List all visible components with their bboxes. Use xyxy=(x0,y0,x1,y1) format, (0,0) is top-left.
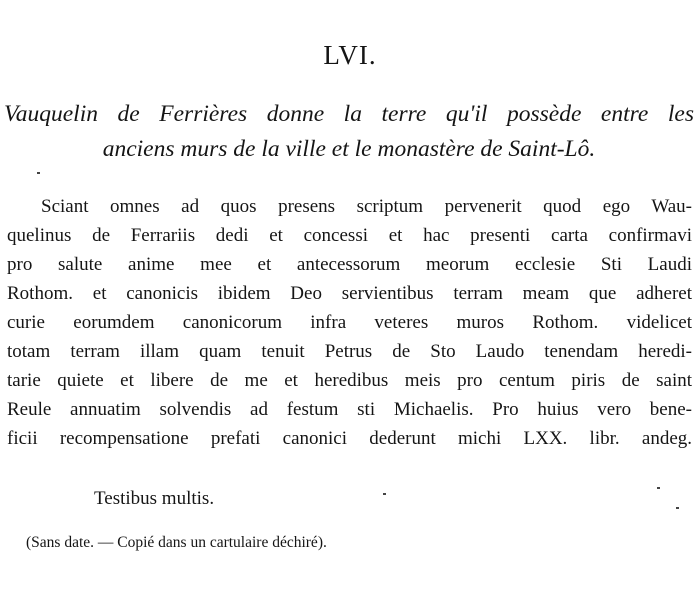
charter-heading xyxy=(4,97,694,167)
charter-body xyxy=(7,192,692,453)
body-line: totam terram illam quam tenuit Petrus de Sto Laudo tenendam heredi- xyxy=(7,341,692,362)
source-note: (Sans date. — Copié dans un cartulaire déchiré). xyxy=(26,534,327,551)
print-speck xyxy=(383,493,386,495)
heading-line-2: anciens murs de la ville et le monastère de Saint-Lô. xyxy=(102,136,596,162)
print-speck xyxy=(37,172,40,174)
body-line: ficii recompensatione prefati canonici dederunt michi LXX. libr. andeg. xyxy=(7,428,692,449)
heading-line-1: Vauquelin de Ferrières donne la terre qu'il possède entre les xyxy=(4,101,694,127)
body-line: Reule annuatim solvendis ad festum sti Michaelis. Pro huius vero bene- xyxy=(7,399,692,420)
body-line: Sciant omnes ad quos presens scriptum pervenerit quod ego Wau- xyxy=(41,196,692,217)
charter-number: LVI. xyxy=(323,40,377,70)
body-line: tarie quiete et libere de me et heredibus meis pro centum piris de saint xyxy=(7,370,692,391)
body-line: Rothom. et canonicis ibidem Deo servientibus terram meam que adheret xyxy=(7,283,692,304)
print-speck xyxy=(676,507,679,509)
print-speck xyxy=(657,487,660,489)
body-line: quelinus de Ferrariis dedi et concessi et hac presenti carta confirmavi xyxy=(7,225,692,246)
witnesses-line: Testibus multis. xyxy=(94,488,215,509)
body-line: curie eorumdem canonicorum infra veteres muros Rothom. videlicet xyxy=(7,312,692,333)
body-line: pro salute anime mee et antecessorum meorum ecclesie Sti Laudi xyxy=(7,254,692,275)
